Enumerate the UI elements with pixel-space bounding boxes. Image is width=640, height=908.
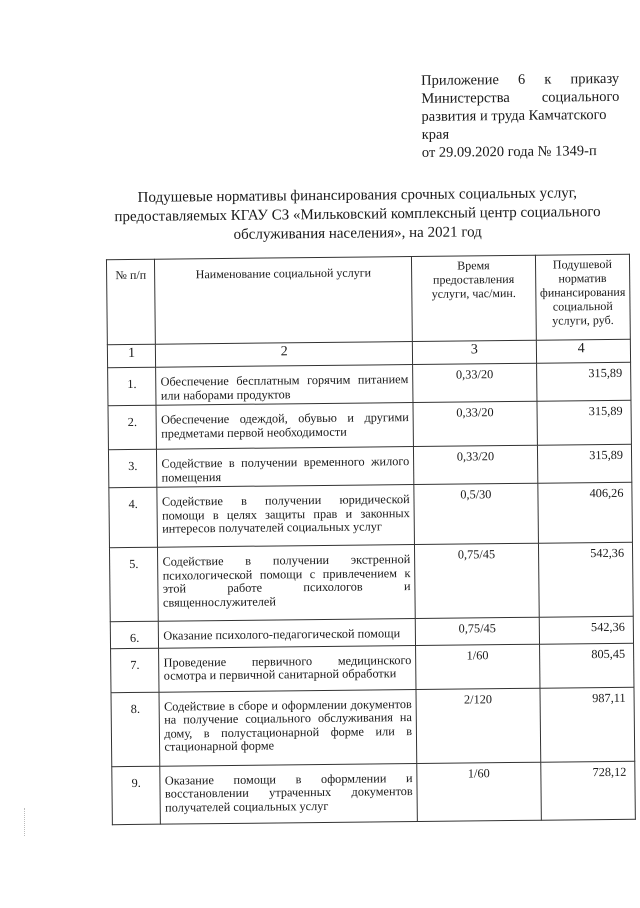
table-row (109, 542, 633, 621)
annex-header (421, 70, 620, 162)
table-row (108, 362, 631, 405)
row-norm: 987,11 (540, 687, 635, 762)
row-time: 2/120 (416, 688, 540, 763)
row-norm: 315,89 (536, 362, 631, 401)
row-time: 0,33/20 (414, 445, 538, 484)
header-num: № п/п (106, 259, 155, 345)
table-row (108, 444, 631, 487)
row-norm: 728,12 (540, 761, 635, 820)
row-norm: 406,26 (537, 482, 632, 543)
row-norm: 542,36 (538, 542, 633, 617)
row-time: 0,33/20 (413, 401, 537, 446)
row-time: 1/60 (417, 762, 541, 821)
row-norm: 315,89 (537, 400, 632, 445)
row-num: 6. (110, 621, 159, 648)
row-norm: 315,89 (537, 444, 632, 483)
col-number: 1 (107, 344, 156, 368)
annex-line-5: от 29.09.2020 года № 1349-п (421, 143, 597, 161)
row-name: Содействие в сборе и оформлении документов на получение социального обслуживания на дому, в полустационарной форме или в стационарной форме (159, 689, 417, 766)
table-header-row (106, 254, 630, 344)
row-num: 8. (111, 692, 160, 767)
row-name: Обеспечение бесплатным горячим питанием или наборами продуктов (156, 365, 413, 406)
row-time: 0,33/20 (413, 363, 537, 402)
row-time: 0,5/30 (414, 483, 538, 544)
scan-artifact (24, 808, 31, 836)
header-time: Время предоставления услуги, час/мин. (412, 255, 536, 341)
row-num: 4. (109, 487, 158, 548)
row-name: Оказание помощи в оформлении и восстановлении утраченных документов получателей социальных услуг (160, 763, 417, 824)
table-row (111, 643, 634, 692)
row-time: 0,75/45 (415, 617, 539, 645)
services-table (106, 254, 636, 825)
row-name: Содействие в получении временного жилого помещения (157, 447, 414, 488)
annex-line-2: Министерства социального (421, 88, 620, 107)
annex-line-4: края (421, 126, 450, 143)
row-num: 9. (112, 766, 161, 825)
row-num: 1. (108, 367, 157, 406)
row-norm: 542,36 (539, 616, 634, 643)
row-time: 0,75/45 (415, 543, 539, 618)
row-name: Содействие в получении экстренной психологической помощи с привлечением к этой работе психологов и священнослужителей (158, 545, 416, 622)
row-name: Оказание психолого-педагогической помощи (159, 619, 416, 648)
table-row (111, 687, 635, 766)
row-num: 5. (109, 547, 158, 622)
row-norm: 805,45 (539, 643, 634, 688)
annex-line-1: Приложение 6 к приказу (421, 70, 620, 89)
col-number: 3 (412, 340, 536, 364)
row-name: Проведение первичного медицинского осмотра и первичной санитарной обработки (159, 645, 416, 692)
row-num: 2. (108, 405, 157, 450)
row-num: 7. (111, 648, 160, 693)
table-row (109, 482, 633, 547)
row-num: 3. (108, 449, 157, 488)
document-title: Подушевые нормативы финансирования срочных социальных услуг, предоставляемых КГАУ СЗ «Мильковский комплексный центр социального обслуживания населения», на 2021 год (114, 185, 601, 243)
row-time: 1/60 (416, 644, 540, 689)
row-name: Обеспечение одеждой, обувью и другими предметами первой необходимости (156, 403, 413, 450)
col-number: 2 (156, 342, 413, 368)
header-name: Наименование социальной услуги (155, 257, 413, 345)
header-norm: Подушевой норматив финансирования социальной услуги, руб. (535, 254, 630, 340)
col-number: 4 (536, 339, 631, 363)
row-name: Содействие в получении юридической помощи в целях защиты прав и законных интересов получателей социальных услуг (157, 485, 414, 548)
table-row (112, 761, 636, 824)
annex-line-3: развития и труда Камчатского (421, 106, 607, 125)
table-row (108, 400, 631, 449)
